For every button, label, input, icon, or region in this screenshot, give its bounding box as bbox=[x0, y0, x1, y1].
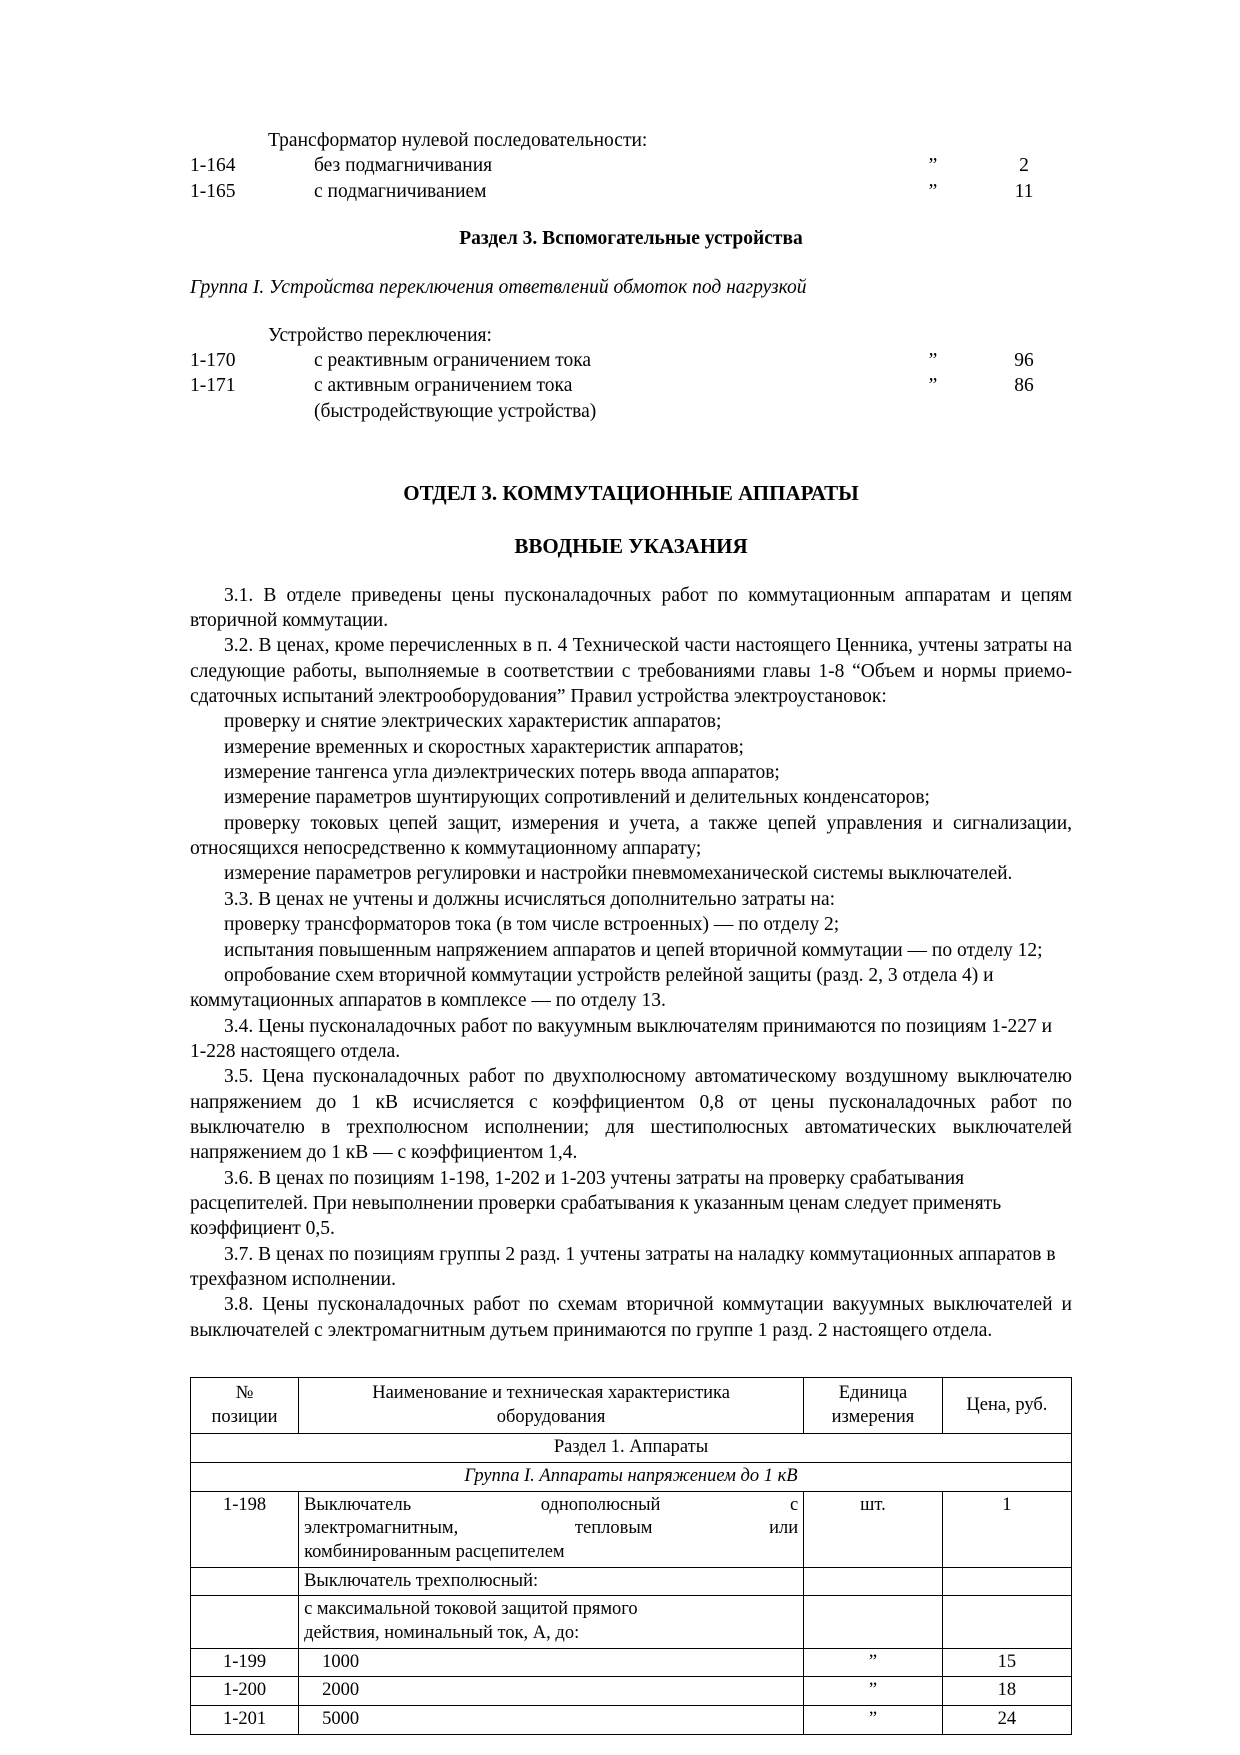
price-table-body bbox=[191, 1434, 1072, 1734]
position-price: 86 bbox=[1014, 375, 1034, 397]
paragraph-3-1: 3.1. В отделе приведены цены пусконаладочных работ по коммутационным аппаратам и цепям вторичной коммутации. bbox=[190, 584, 1072, 632]
position-name bbox=[268, 373, 890, 424]
cell-unit: ” bbox=[804, 1677, 943, 1706]
cell-description: Выключатель трехполюсный: bbox=[299, 1567, 804, 1596]
list-item: проверку токовых цепей защит, измерения и учета, а также цепей управления и сигнализации, относящихся непосредственно к коммутационному аппарату; bbox=[190, 812, 1072, 860]
cell-position: 1-200 bbox=[191, 1677, 299, 1706]
position-price: 2 bbox=[1019, 155, 1029, 177]
price-list-second bbox=[190, 323, 1072, 424]
position-number: 1-170 bbox=[190, 350, 236, 372]
cell-position: 1-199 bbox=[191, 1648, 299, 1677]
table-row bbox=[191, 1706, 1072, 1735]
list-item: опробование схем вторичной коммутации устройств релейной защиты (разд. 2, 3 отдела 4) и коммутационных аппаратов в комплексе — по отделу 13. bbox=[190, 964, 994, 1012]
cell-price: 18 bbox=[942, 1677, 1071, 1706]
subsection-title-introductory-notes: ВВОДНЫЕ УКАЗАНИЯ bbox=[514, 534, 748, 559]
cell-description bbox=[299, 1706, 804, 1735]
section-heading-razdel-3: Раздел 3. Вспомогательные устройства bbox=[459, 228, 803, 250]
table-group-heading-row bbox=[191, 1463, 1072, 1492]
position-price: 11 bbox=[1014, 180, 1034, 202]
price-table bbox=[190, 1377, 1072, 1735]
column-header-position-line-2: позиции bbox=[211, 1406, 278, 1427]
cell-price bbox=[942, 1596, 1071, 1648]
paragraph-3-3: 3.3. В ценах не учтены и должны исчисляться дополнительно затраты на: bbox=[224, 888, 836, 910]
page-title: ОТДЕЛ 3. КОММУТАЦИОННЫЕ АППАРАТЫ bbox=[403, 481, 859, 506]
introductory-notes-body bbox=[190, 583, 1072, 1343]
page-content bbox=[190, 128, 1072, 1735]
description-line: 2000 bbox=[322, 1680, 360, 1701]
description-line: 1000 bbox=[322, 1651, 360, 1672]
cell-description bbox=[299, 1491, 804, 1567]
table-row bbox=[191, 1567, 1072, 1596]
cell-unit bbox=[804, 1567, 943, 1596]
cell-position bbox=[191, 1567, 299, 1596]
position-name: с реактивным ограничением тока bbox=[314, 350, 592, 372]
cell-unit: ” bbox=[804, 1706, 943, 1735]
table-header-row bbox=[191, 1378, 1072, 1434]
position-name-line-2: (быстродействующие устройства) bbox=[314, 400, 597, 422]
table-section-title: Раздел 1. Аппараты bbox=[191, 1434, 1072, 1463]
table-section-heading-row bbox=[191, 1434, 1072, 1463]
table-row bbox=[191, 1648, 1072, 1677]
list-item: проверку и снятие электрических характеристик аппаратов; bbox=[224, 711, 722, 733]
description-line: электромагнитным, тепловым или bbox=[304, 1518, 799, 1539]
cell-unit bbox=[804, 1596, 943, 1648]
paragraph-3-8: 3.8. Цены пусконаладочных работ по схемам вторичной коммутации вакуумных выключателей и выключателей с электромагнитным дутьем принимаются по группе 1 разд. 2 настоящего отдела. bbox=[190, 1294, 1072, 1341]
position-number: 1-164 bbox=[190, 155, 236, 177]
price-list-group-header: Устройство переключения: bbox=[268, 324, 492, 346]
cell-position bbox=[191, 1596, 299, 1648]
paragraph-3-7: 3.7. В ценах по позициям группы 2 разд. 1 учтены затраты на наладку коммутационных аппаратов в трехфазном исполнении. bbox=[190, 1243, 1056, 1290]
column-header-unit-line-1: Единица bbox=[838, 1383, 908, 1403]
column-header-position-line-1: № bbox=[235, 1383, 254, 1403]
paragraph-3-2: 3.2. В ценах, кроме перечисленных в п. 4 Технической части настоящего Ценника, учтены затраты на следующие работы, выполняемые в соответствии с требованиями главы 1-8 “Объем и нормы приемо-сдаточных испытаний электрооборудования” Правил устройства электроустановок: bbox=[190, 635, 1072, 708]
price-table-header bbox=[191, 1378, 1072, 1434]
description-line: Выключатель однополюсный с bbox=[304, 1494, 799, 1515]
price-table-wrapper bbox=[190, 1377, 1072, 1735]
list-item: измерение параметров регулировки и настройки пневмомеханической системы выключателей. bbox=[224, 863, 1013, 885]
cell-position: 1-198 bbox=[191, 1491, 299, 1567]
position-name: без подмагничивания bbox=[314, 155, 493, 177]
list-item: проверку трансформаторов тока (в том числе встроенных) — по отделу 2; bbox=[224, 914, 840, 936]
price-list-top bbox=[190, 128, 1072, 204]
table-row bbox=[191, 1677, 1072, 1706]
column-header-description-line-1: Наименование и техническая характеристика bbox=[372, 1383, 730, 1403]
description-line: действия, номинальный ток, А, до: bbox=[304, 1623, 580, 1644]
column-header-unit-line-2: измерения bbox=[831, 1406, 915, 1427]
description-line: 5000 bbox=[322, 1709, 360, 1730]
description-line: комбинированным расцепителем bbox=[304, 1542, 565, 1563]
price-list-group-header: Трансформатор нулевой последовательности: bbox=[268, 130, 648, 151]
cell-price: 15 bbox=[942, 1648, 1071, 1677]
column-header-description-line-2: оборудования bbox=[496, 1406, 606, 1427]
position-price: 96 bbox=[1014, 350, 1034, 372]
cell-price: 24 bbox=[942, 1706, 1071, 1735]
column-header-description bbox=[299, 1378, 804, 1434]
list-item: испытания повышенным напряжением аппаратов и цепей вторичной коммутации — по отделу 12; bbox=[224, 939, 1043, 961]
cell-unit: ” bbox=[804, 1648, 943, 1677]
position-name-line-1: с активным ограничением тока bbox=[314, 375, 573, 397]
group-heading-gruppa-1: Группа I. Устройства переключения ответвлений обмоток под нагрузкой bbox=[190, 277, 807, 299]
cell-position: 1-201 bbox=[191, 1706, 299, 1735]
cell-price bbox=[942, 1567, 1071, 1596]
cell-unit: шт. bbox=[804, 1491, 943, 1567]
table-group-title: Группа I. Аппараты напряжением до 1 кВ bbox=[191, 1463, 1072, 1492]
position-unit: ” bbox=[928, 350, 938, 372]
position-number: 1-171 bbox=[190, 375, 236, 397]
cell-description bbox=[299, 1596, 804, 1648]
description-line: с максимальной токовой защитой прямого bbox=[304, 1599, 638, 1620]
list-item: измерение тангенса угла диэлектрических потерь ввода аппаратов; bbox=[224, 762, 780, 784]
position-unit: ” bbox=[928, 375, 938, 397]
column-header-price: Цена, руб. bbox=[942, 1378, 1071, 1434]
position-unit: ” bbox=[928, 180, 938, 202]
price-list-row bbox=[190, 373, 1072, 424]
table-row bbox=[191, 1491, 1072, 1567]
cell-price: 1 bbox=[942, 1491, 1071, 1567]
cell-description bbox=[299, 1677, 804, 1706]
column-header-position bbox=[191, 1378, 299, 1434]
paragraph-3-5: 3.5. Цена пусконаладочных работ по двухполюсному автоматическому воздушному выключателю напряжением до 1 кВ исчисляется с коэффициентом 0,8 от цены пусконаладочных работ по выключателю в трехполюсном исполнении; для шестиполюсных автоматических выключателей напряжением до 1 кВ — с коэффициентом 1,4. bbox=[190, 1066, 1072, 1164]
list-item: измерение временных и скоростных характеристик аппаратов; bbox=[224, 736, 744, 758]
price-list-row bbox=[190, 348, 1072, 373]
list-item: измерение параметров шунтирующих сопротивлений и делительных конденсаторов; bbox=[224, 787, 930, 809]
paragraph-3-4: 3.4. Цены пусконаладочных работ по вакуумным выключателям принимаются по позициям 1-227 и 1-228 настоящего отдела. bbox=[190, 1015, 1053, 1062]
position-name: с подмагничиванием bbox=[314, 180, 487, 202]
price-list-row bbox=[190, 179, 1072, 204]
column-header-unit bbox=[804, 1378, 943, 1434]
table-row bbox=[191, 1596, 1072, 1648]
cell-description bbox=[299, 1648, 804, 1677]
position-unit: ” bbox=[928, 155, 938, 177]
price-list-row bbox=[190, 153, 1072, 178]
position-number: 1-165 bbox=[190, 180, 236, 202]
paragraph-3-6: 3.6. В ценах по позициям 1-198, 1-202 и 1-203 учтены затраты на проверку срабатывания расцепителей. При невыполнении проверки срабатывания к указанным ценам следует применять коэффициент 0,5. bbox=[190, 1167, 1002, 1240]
